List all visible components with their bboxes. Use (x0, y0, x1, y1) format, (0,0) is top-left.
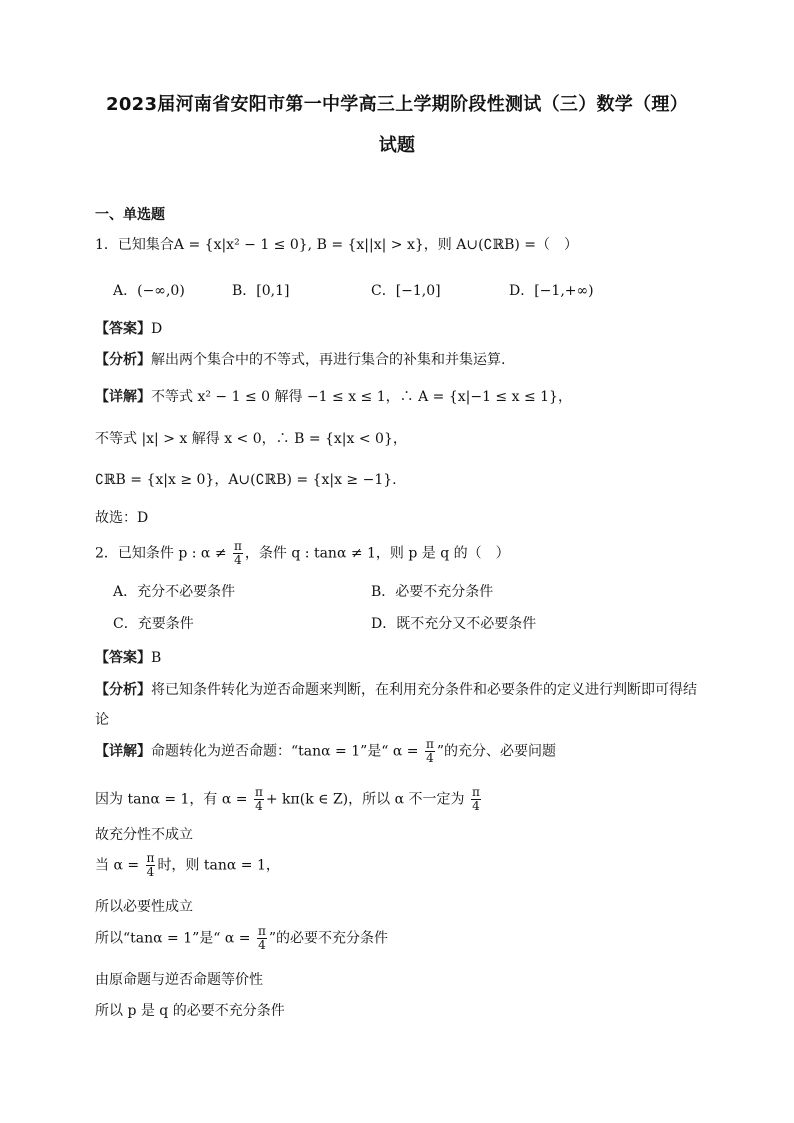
q1-detail-line3: ∁ℝB = {x|x ≥ 0}，A∪(∁ℝB) = {x|x ≥ −1}. (95, 472, 397, 488)
q2-analysis-line2: 论 (95, 712, 109, 728)
q2-detail-line8: 所以 p 是 q 的必要不充分条件 (95, 1003, 285, 1019)
q2-option-c: C．充要条件 (113, 616, 194, 632)
detail-text-b: ”的必要不充分条件 (268, 930, 389, 947)
answer-value: B (151, 650, 162, 666)
q1-stem (95, 234, 578, 254)
answer-tag: 【答案】 (95, 321, 151, 337)
q2-detail-line1 (95, 738, 556, 765)
q2-option-d: D．既不充分又不必要条件 (371, 616, 537, 632)
q1-stem-sets: A = {x|x² − 1 ≤ 0}, B = {x||x| > x} (173, 237, 424, 253)
document-title-line2: 试题 (378, 135, 416, 156)
detail-text-a: 所以“tanα = 1”是“ α = (95, 930, 251, 947)
fraction-numerator: π (258, 924, 266, 938)
answer-value: D (151, 321, 163, 337)
fraction-numerator: π (146, 851, 155, 865)
detail-tag: 【详解】 (95, 389, 151, 405)
detail-text-a: 当 α = (95, 857, 140, 874)
q1-conclusion: 故选：D (95, 510, 149, 526)
q2-detail-line2 (95, 786, 483, 813)
analysis-tag: 【分析】 (95, 682, 151, 698)
q2-detail-line5: 所以必要性成立 (95, 899, 193, 915)
q2-stem (95, 540, 510, 567)
q2-stem-question: ，条件 q : tanα ≠ 1，则 p 是 q 的（ ） (244, 545, 510, 562)
q1-stem-lead: 1．已知集合 (95, 237, 174, 253)
q2-detail-line4 (95, 852, 280, 879)
section-heading: 一、单选题 (95, 207, 165, 223)
fraction-denominator: 4 (258, 938, 266, 952)
q1-option-a: A．(−∞,0) (113, 283, 185, 299)
answer-tag: 【答案】 (95, 650, 151, 666)
q1-option-d: D．[−1,+∞) (509, 283, 594, 299)
detail-text-a: 因为 tanα = 1，有 α = (95, 791, 248, 808)
q2-detail-line6 (95, 925, 388, 952)
q1-answer (95, 318, 162, 338)
fraction-numerator: π (471, 785, 480, 799)
fraction-denominator: 4 (234, 553, 242, 567)
fraction-denominator: 4 (146, 865, 155, 879)
pi-over-4-fraction (233, 540, 243, 567)
q2-option-a: A．充分不必要条件 (113, 584, 236, 600)
detail-text-b: ”的充分、必要问题 (436, 743, 557, 760)
fraction-denominator: 4 (472, 799, 480, 813)
fraction-denominator: 4 (426, 751, 434, 765)
pi-over-4-fraction (425, 738, 435, 765)
detail-tag: 【详解】 (95, 743, 151, 760)
q2-stem-lead: 2．已知条件 p : α ≠ (95, 545, 227, 562)
detail-text: 不等式 x² − 1 ≤ 0 解得 −1 ≤ x ≤ 1，∴ A = {x|−1 ≤ x ≤ 1}， (151, 389, 572, 405)
pi-over-4-fraction (146, 852, 156, 879)
pi-over-4-fraction (257, 925, 267, 952)
q1-option-b: B．[0,1] (232, 283, 290, 299)
detail-text-a: 命题转化为逆否命题：“tanα = 1”是“ α = (151, 743, 419, 760)
analysis-tag: 【分析】 (95, 352, 151, 368)
document-title-line1: 2023届河南省安阳市第一中学高三上学期阶段性测试（三）数学（理） (106, 94, 688, 115)
q2-analysis-line1 (95, 679, 697, 699)
fraction-numerator: π (426, 737, 434, 751)
fraction-numerator: π (254, 785, 263, 799)
detail-text-b: + kπ(k ∈ Z)，所以 α 不一定为 (265, 791, 465, 808)
fraction-denominator: 4 (255, 799, 263, 813)
q2-answer (95, 647, 161, 667)
q1-detail-line1 (95, 386, 572, 406)
analysis-text: 将已知条件转化为逆否命题来判断，在利用充分条件和必要条件的定义进行判断即可得结 (151, 682, 697, 698)
fraction-numerator: π (234, 539, 242, 553)
pi-over-4-fraction (254, 786, 264, 813)
q1-detail-line2: 不等式 |x| > x 解得 x < 0，∴ B = {x|x < 0}， (95, 431, 407, 447)
q1-stem-question: ，则 A∪(∁ℝB) =（ ） (423, 237, 579, 253)
q1-option-c: C．[−1,0] (371, 283, 441, 299)
q1-analysis (95, 349, 505, 369)
pi-over-4-fraction (471, 786, 481, 813)
analysis-text: 解出两个集合中的不等式，再进行集合的补集和并集运算. (151, 352, 506, 368)
detail-text-b: 时，则 tanα = 1， (157, 857, 280, 874)
q2-detail-line3: 故充分性不成立 (95, 827, 193, 843)
q2-option-b: B．必要不充分条件 (371, 584, 494, 600)
q2-detail-line7: 由原命题与逆否命题等价性 (95, 972, 263, 988)
